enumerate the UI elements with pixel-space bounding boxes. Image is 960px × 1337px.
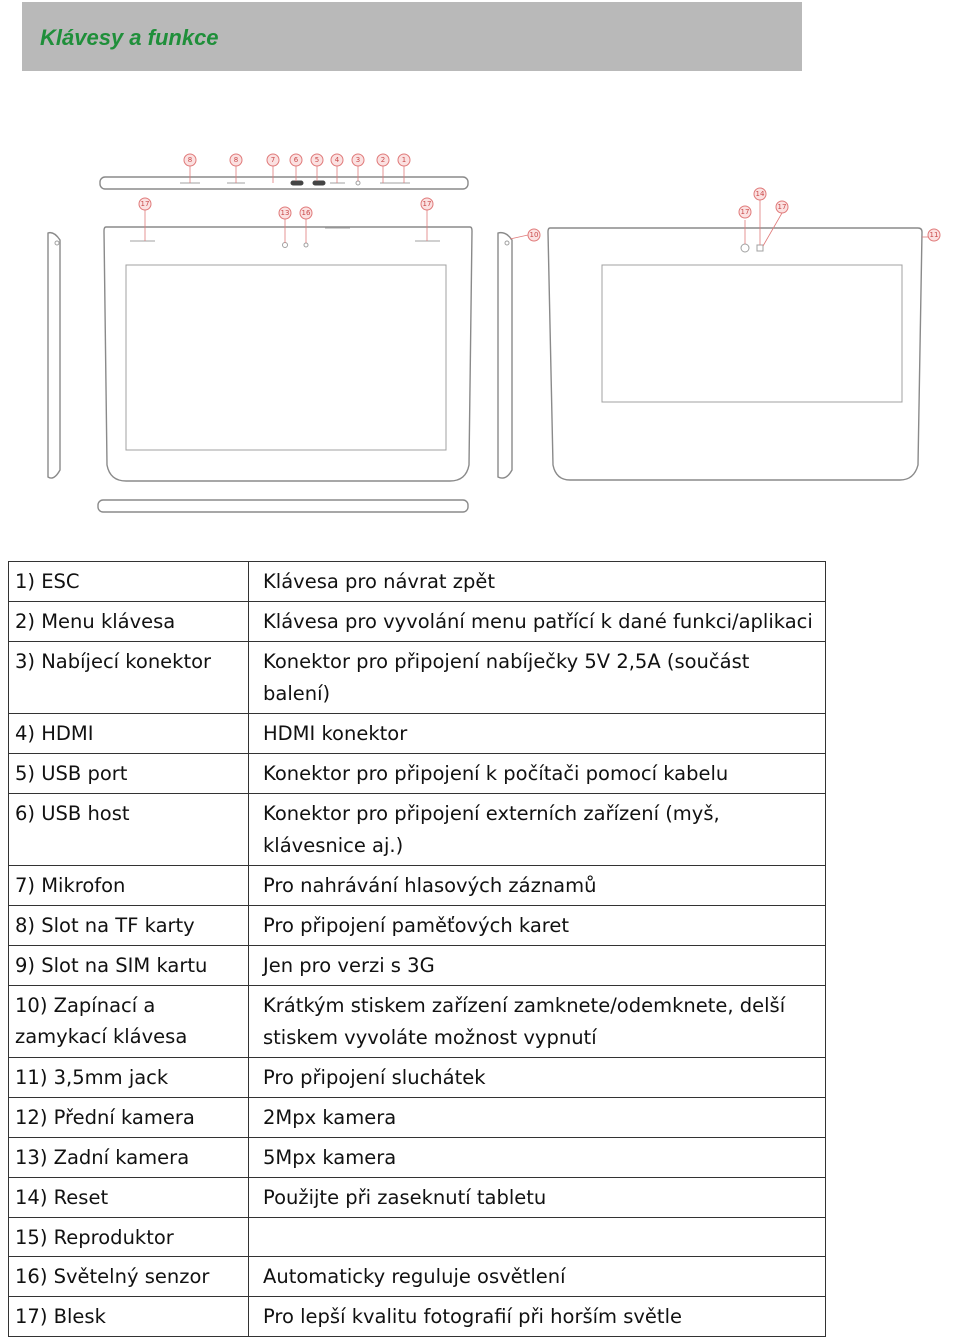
- svg-text:14: 14: [755, 190, 765, 198]
- svg-text:8: 8: [233, 156, 239, 164]
- description-cell: Pro připojení paměťových karet: [249, 906, 826, 946]
- svg-text:1: 1: [401, 156, 407, 164]
- front-view: [104, 210, 472, 481]
- key-cell: 16) Světelný senzor: [9, 1257, 249, 1297]
- table-row: [9, 1178, 826, 1218]
- callout-17-back-left: [739, 206, 751, 218]
- key-cell: 10) Zapínací a zamykací klávesa: [9, 986, 249, 1058]
- left-side-profile: [48, 233, 60, 478]
- svg-text:4: 4: [334, 156, 340, 164]
- description-cell: Krátkým stiskem zařízení zamknete/odemknete, delší stiskem vyvoláte možnost vypnutí: [249, 986, 826, 1058]
- key-cell: 2) Menu klávesa: [9, 602, 249, 642]
- key-cell: 5) USB port: [9, 754, 249, 794]
- key-cell: 1) ESC: [9, 562, 249, 602]
- bottom-edge-view: [98, 500, 468, 512]
- table-row: [9, 1058, 826, 1098]
- callout-6: [290, 154, 302, 166]
- svg-text:17: 17: [140, 200, 150, 208]
- callout-8a: [184, 154, 196, 166]
- description-cell: [249, 1218, 826, 1257]
- header-band: [22, 2, 802, 71]
- table-row: [9, 1218, 826, 1257]
- description-cell: Klávesa pro vyvolání menu patřící k dané funkci/aplikaci: [249, 602, 826, 642]
- callout-2: [377, 154, 389, 166]
- svg-text:7: 7: [270, 156, 276, 164]
- key-cell: 12) Přední kamera: [9, 1098, 249, 1138]
- key-cell: 17) Blesk: [9, 1297, 249, 1337]
- callout-16: [300, 207, 312, 219]
- key-cell: 13) Zadní kamera: [9, 1138, 249, 1178]
- svg-text:11: 11: [929, 231, 939, 239]
- description-cell: Konektor pro připojení nabíječky 5V 2,5A (součást balení): [249, 642, 826, 714]
- description-cell: Použijte při zaseknutí tabletu: [249, 1178, 826, 1218]
- callout-8b: [230, 154, 242, 166]
- callout-17-back-right: [776, 201, 788, 213]
- right-side-profile: [498, 233, 528, 478]
- description-cell: Pro lepší kvalitu fotografií při horším světle: [249, 1297, 826, 1337]
- callout-13-front: [279, 207, 291, 219]
- callout-7: [267, 154, 279, 166]
- callout-3: [352, 154, 364, 166]
- description-cell: Pro nahrávání hlasových záznamů: [249, 866, 826, 906]
- svg-text:17: 17: [422, 200, 432, 208]
- top-edge-view: [100, 165, 468, 189]
- svg-text:5: 5: [314, 156, 320, 164]
- table-row: [9, 1257, 826, 1297]
- svg-text:13: 13: [280, 209, 290, 217]
- svg-text:10: 10: [529, 231, 539, 239]
- table-row: [9, 946, 826, 986]
- table-row: [9, 986, 826, 1058]
- table-row: [9, 642, 826, 714]
- description-cell: Konektor pro připojení k počítači pomocí kabelu: [249, 754, 826, 794]
- key-cell: 8) Slot na TF karty: [9, 906, 249, 946]
- description-cell: Klávesa pro návrat zpět: [249, 562, 826, 602]
- page-title: Klávesy a funkce: [40, 25, 219, 50]
- key-cell: 11) 3,5mm jack: [9, 1058, 249, 1098]
- tablet-diagram: [20, 115, 955, 540]
- key-cell: 7) Mikrofon: [9, 866, 249, 906]
- table-row: [9, 754, 826, 794]
- table-row: [9, 714, 826, 754]
- table-row: [9, 1297, 826, 1337]
- description-cell: 5Mpx kamera: [249, 1138, 826, 1178]
- description-cell: Konektor pro připojení externích zařízení (myš, klávesnice aj.): [249, 794, 826, 866]
- callout-14: [754, 188, 766, 200]
- keys-functions-table: [8, 561, 826, 1337]
- description-cell: Automaticky reguluje osvětlení: [249, 1257, 826, 1297]
- svg-text:3: 3: [355, 156, 361, 164]
- table-row: [9, 562, 826, 602]
- callout-11: [928, 229, 940, 241]
- table-row: [9, 1098, 826, 1138]
- key-cell: 6) USB host: [9, 794, 249, 866]
- callout-17-front-left: [139, 198, 151, 210]
- callout-5: [311, 154, 323, 166]
- table-row: [9, 794, 826, 866]
- description-cell: 2Mpx kamera: [249, 1098, 826, 1138]
- key-cell: 3) Nabíjecí konektor: [9, 642, 249, 714]
- key-cell: 15) Reproduktor: [9, 1218, 249, 1257]
- table-row: [9, 866, 826, 906]
- key-cell: 14) Reset: [9, 1178, 249, 1218]
- tablet-diagram-svg: [20, 115, 955, 540]
- back-view: [548, 200, 932, 480]
- callout-10: [528, 229, 540, 241]
- svg-text:17: 17: [740, 208, 750, 216]
- callout-4: [331, 154, 343, 166]
- description-cell: Jen pro verzi s 3G: [249, 946, 826, 986]
- svg-text:16: 16: [301, 209, 311, 217]
- svg-text:17: 17: [777, 203, 787, 211]
- table-row: [9, 602, 826, 642]
- description-cell: HDMI konektor: [249, 714, 826, 754]
- table-row: [9, 1138, 826, 1178]
- description-cell: Pro připojení sluchátek: [249, 1058, 826, 1098]
- table-body: [9, 562, 826, 1337]
- table-row: [9, 906, 826, 946]
- key-cell: 4) HDMI: [9, 714, 249, 754]
- svg-text:6: 6: [293, 156, 299, 164]
- svg-text:8: 8: [187, 156, 193, 164]
- svg-text:2: 2: [380, 156, 386, 164]
- callout-17-front-right: [421, 198, 433, 210]
- callout-1: [398, 154, 410, 166]
- key-cell: 9) Slot na SIM kartu: [9, 946, 249, 986]
